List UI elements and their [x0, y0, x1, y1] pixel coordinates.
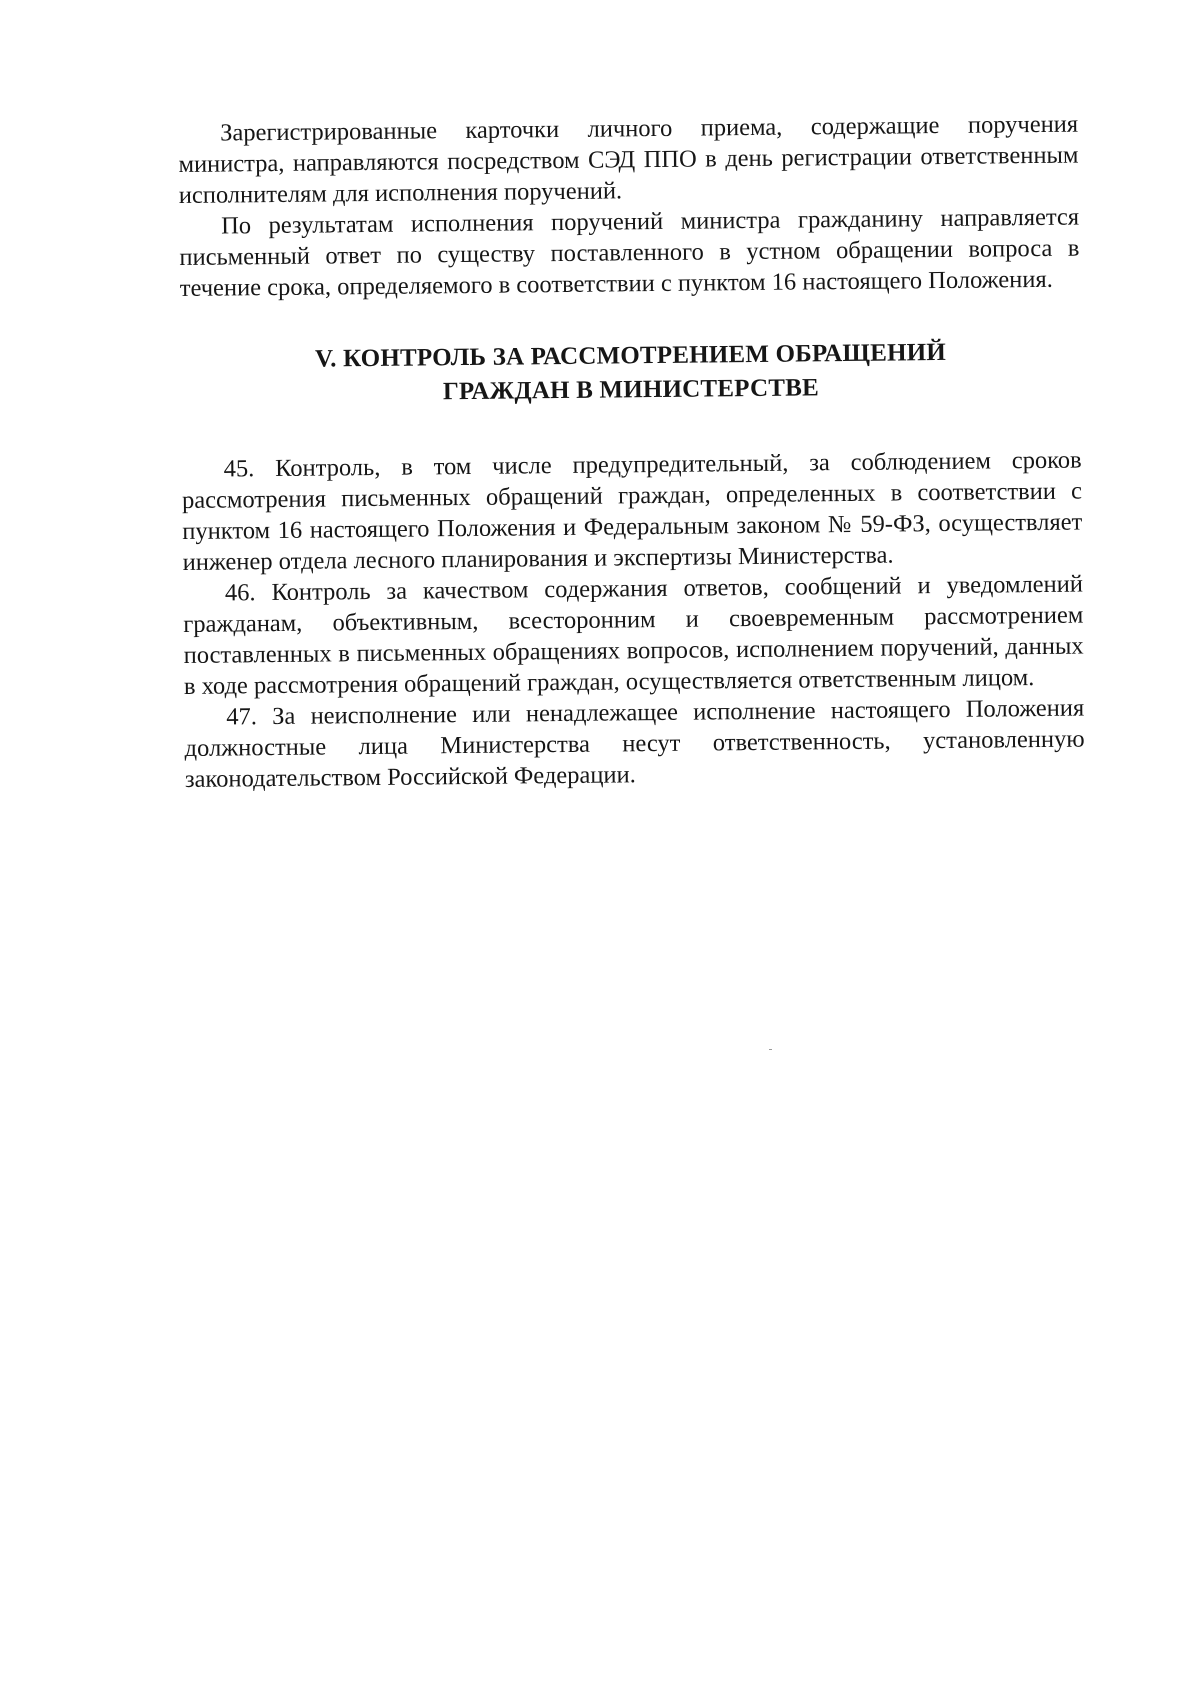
paragraph-45: 45. Контроль, в том числе предупредительный, за соблюдением сроков рассмотрения письменных обращений граждан, определенных в соответствии с пунктом 16 настоящего Положения и Федеральным законом № 59-ФЗ, осуществляет инженер отдела лесного планирования и экспертизы Министерства.	[181, 446, 1083, 576]
section-heading-line-2: ГРАЖДАН В МИНИСТЕРСТВЕ	[442, 374, 820, 406]
paragraph-registered-cards: Зарегистрированные карточки личного приема, содержащие поручения министра, направляются посредством СЭД ППО в день регистрации ответственным исполнителям для исполнения поручений.	[178, 110, 1079, 209]
section-heading-line-1: V. КОНТРОЛЬ ЗА РАССМОТРЕНИЕМ ОБРАЩЕНИЙ	[314, 338, 947, 373]
scan-speck	[769, 1049, 772, 1050]
document-body	[178, 109, 1085, 795]
section-heading	[180, 335, 1081, 412]
paragraph-46: 46. Контроль за качеством содержания ответов, сообщений и уведомлений гражданам, объективным, всесторонним и своевременным рассмотрением поставленных в письменных обращениях вопросов, исполнением поручений, данных в ходе рассмотрения обращений граждан, осуществляется ответственным лицом.	[183, 570, 1084, 700]
paragraph-results-of-execution: По результатам исполнения поручений министра гражданину направляется письменный ответ по существу поставленного в устном обращении вопроса в течение срока, определяемого в соответствии с пунктом 16 настоящего Положения.	[179, 203, 1080, 302]
paragraph-47: 47. За неисполнение или ненадлежащее исполнение настоящего Положения должностные лица Министерства несут ответственность, установленную законодательством Российской Федерации.	[184, 694, 1085, 793]
